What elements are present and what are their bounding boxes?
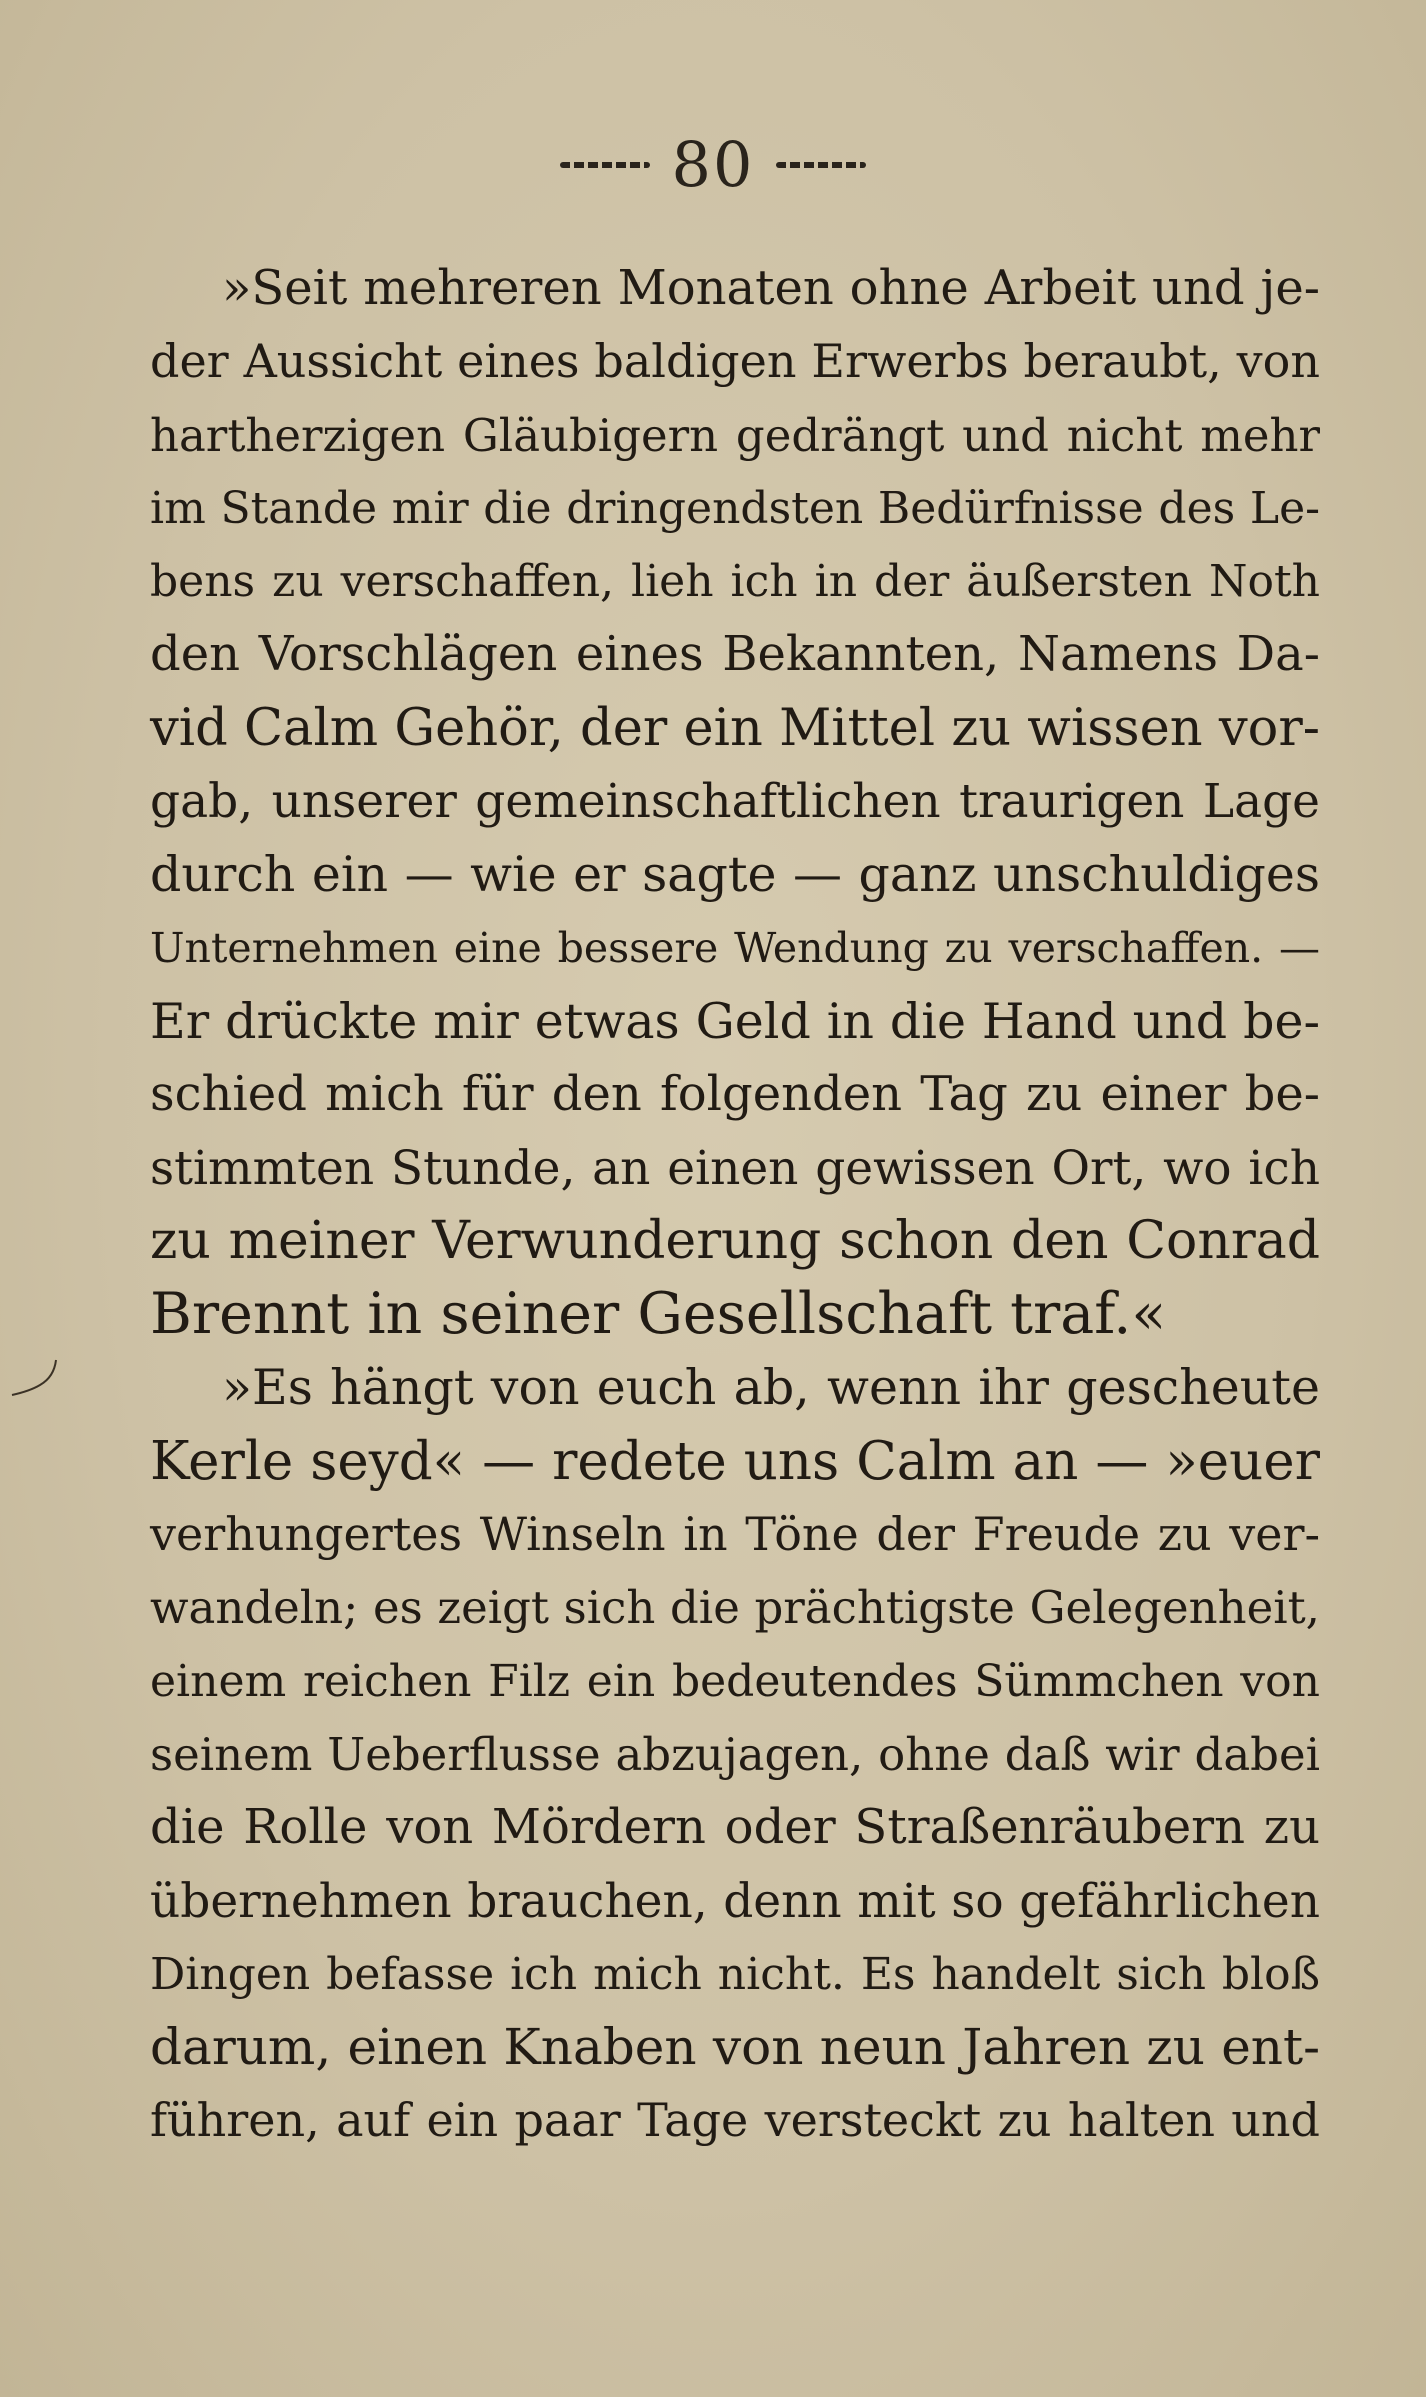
text-line: wandeln; es zeigt sich die prächtigste Gelegenheit, <box>150 1581 1320 1635</box>
text-line: Dingen befasse ich mich nicht. Es handelt sich bloß <box>150 1948 1320 2000</box>
text-line: »Seit mehreren Monaten ohne Arbeit und je- <box>222 260 1320 316</box>
text-line: zu meiner Verwunderung schon den Conrad <box>150 1210 1320 1271</box>
text-line: übernehmen brauchen, denn mit so gefährlichen <box>150 1873 1320 1929</box>
text-line: den Vorschlägen eines Bekannten, Namens Da- <box>150 626 1320 683</box>
right-ornament-dash <box>776 162 866 168</box>
text-line: gab, unserer gemeinschaftlichen traurigen Lage <box>150 774 1320 830</box>
text-line: stimmten Stunde, an einen gewissen Ort, wo ich <box>150 1140 1320 1196</box>
left-ornament-dash <box>560 162 650 168</box>
text-line: verhungertes Winseln in Töne der Freude zu ver- <box>150 1507 1320 1562</box>
text-line: führen, auf ein paar Tage versteckt zu halten und <box>150 2093 1320 2148</box>
text-line: »Es hängt von euch ab, wenn ihr gescheute <box>222 1359 1320 1417</box>
text-line: darum, einen Knaben von neun Jahren zu ent- <box>150 2018 1320 2077</box>
text-line: Unternehmen eine bessere Wendung zu verschaffen. — <box>150 923 1320 972</box>
text-line: vid Calm Gehör, der ein Mittel zu wissen vor- <box>150 698 1320 758</box>
text-line: Brennt in seiner Gesellschaft traf.« <box>150 1281 1167 1348</box>
body-text <box>150 252 1320 2158</box>
text-line: im Stande mir die dringendsten Bedürfnisse des Le- <box>150 482 1320 534</box>
text-line: schied mich für den folgenden Tag zu einer be- <box>150 1066 1320 1123</box>
text-line: bens zu verschaffen, lieh ich in der äußersten Noth <box>150 556 1320 608</box>
page-number <box>0 128 1426 201</box>
text-line: der Aussicht eines baldigen Erwerbs beraubt, von <box>150 334 1320 389</box>
text-line: hartherzigen Gläubigern gedrängt und nicht mehr <box>150 408 1320 462</box>
page-number-value: 80 <box>671 128 755 201</box>
text-line: seinem Ueberflusse abzujagen, ohne daß wir dabei <box>150 1727 1320 1781</box>
text-line: die Rolle von Mördern oder Straßenräubern zu <box>150 1799 1320 1856</box>
pencil-margin-mark-icon <box>10 1355 60 1405</box>
text-line: Kerle seyd« — redete uns Calm an — »euer <box>150 1430 1320 1492</box>
text-line: einem reichen Filz ein bedeutendes Sümmchen von <box>150 1655 1320 1707</box>
text-line: durch ein — wie er sagte — ganz unschuldiges <box>150 846 1320 904</box>
text-line: Er drückte mir etwas Geld in die Hand und be- <box>150 992 1320 1050</box>
